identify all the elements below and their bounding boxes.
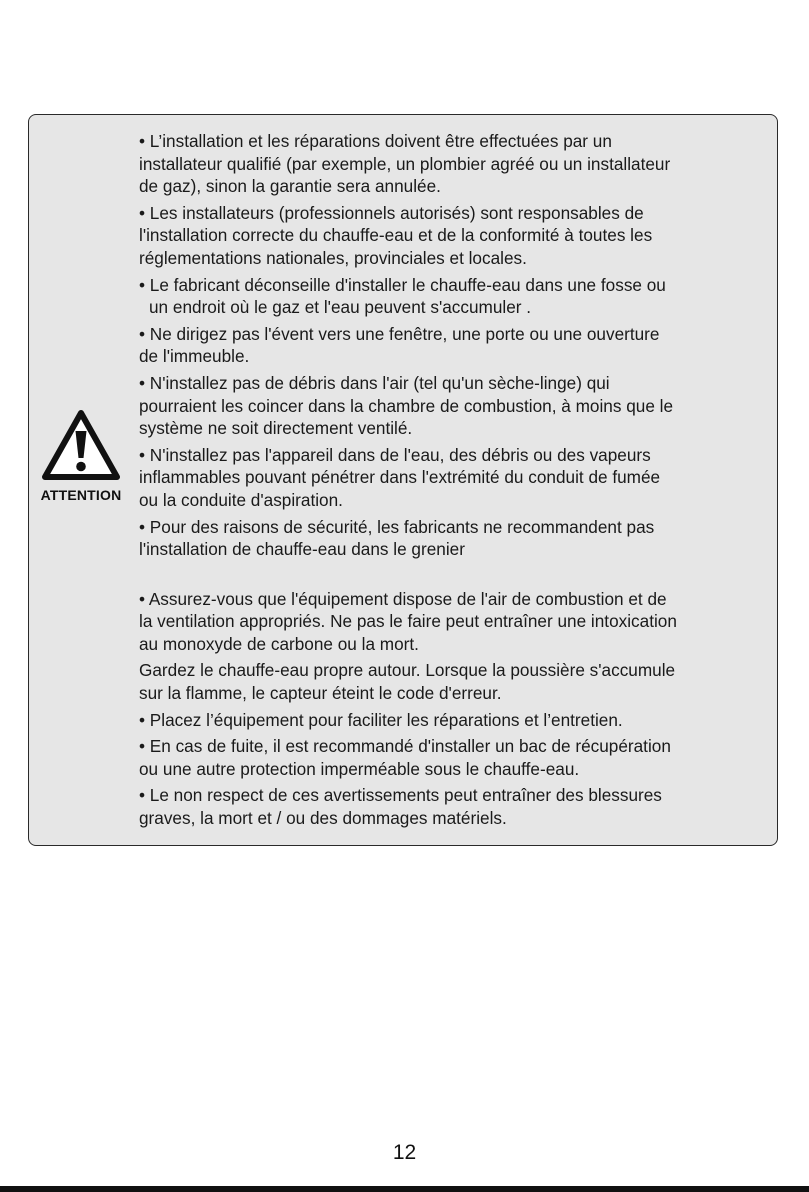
text-line: • Assurez-vous que l'équipement dispose de l'air de combustion et de: [139, 588, 667, 609]
text-line: • Les installateurs (professionnels autorisés) sont responsables de: [139, 202, 644, 223]
paragraph-qualified-installer: [139, 130, 771, 198]
text-line: un endroit où le gaz et l'eau peuvent s'accumuler .: [149, 297, 532, 318]
text-line: • Le non respect de ces avertissements peut entraîner des blessures: [139, 785, 662, 806]
text-line: inflammables pouvant pénétrer dans l'extrémité du conduit de fumée: [139, 467, 661, 488]
attention-label: ATTENTION: [40, 487, 122, 503]
text-line: Gardez le chauffe-eau propre autour. Lorsque la poussière s'accumule: [139, 660, 676, 681]
paragraph-consequences: [139, 784, 771, 829]
text-line: • L’installation et les réparations doivent être effectuées par un: [139, 131, 612, 151]
text-line: système ne soit directement ventilé.: [139, 418, 413, 439]
paragraph-airborne-debris: [139, 372, 771, 440]
warning-box: [28, 114, 778, 846]
page-number: 12: [392, 1141, 417, 1164]
paragraph-flammable-vapors: [139, 444, 771, 512]
text-line: • Le fabricant déconseille d'installer le chauffe-eau dans une fosse ou: [139, 274, 666, 295]
attention-block: [35, 409, 127, 503]
text-line: installateur qualifié (par exemple, un plombier agréé ou un installateur: [139, 153, 671, 174]
bottom-rule: [0, 1186, 809, 1192]
text-line: de gaz), sinon la garantie sera annulée.: [139, 176, 441, 197]
paragraph-keep-clean: [139, 659, 771, 704]
text-line: • Placez l’équipement pour faciliter les réparations et l’entretien.: [139, 709, 623, 730]
text-line: graves, la mort et / ou des dommages matériels.: [139, 808, 507, 829]
paragraph-pit-location: [139, 274, 771, 319]
warning-text: [139, 130, 771, 834]
text-line: de l'immeuble.: [139, 346, 250, 367]
paragraph-drain-pan: [139, 735, 771, 780]
text-line: réglementations nationales, provinciales et locales.: [139, 247, 527, 268]
paragraph-installer-responsibility: [139, 202, 771, 270]
text-line: • Ne dirigez pas l'évent vers une fenêtre, une porte ou une ouverture: [139, 323, 660, 344]
paragraph-maintenance-access: [139, 709, 771, 732]
text-line: • N'installez pas l'appareil dans de l'eau, des débris ou des vapeurs: [139, 444, 651, 465]
paragraph-combustion-air: [139, 588, 771, 656]
text-line: ou la conduite d'aspiration.: [139, 489, 343, 510]
text-line: au monoxyde de carbone ou la mort.: [139, 633, 419, 654]
paragraph-vent-direction: [139, 323, 771, 368]
text-line: • En cas de fuite, il est recommandé d'installer un bac de récupération: [139, 736, 671, 757]
warning-triangle-icon: [41, 409, 121, 481]
text-line: la ventilation appropriés. Ne pas le faire peut entraîner une intoxication: [139, 611, 677, 632]
text-line: l'installation de chauffe-eau dans le grenier: [139, 539, 465, 560]
text-line: sur la flamme, le capteur éteint le code d'erreur.: [139, 683, 502, 704]
text-line: pourraient les coincer dans la chambre de combustion, à moins que le: [139, 395, 674, 416]
text-line: l'installation correcte du chauffe-eau et de la conformité à toutes les: [139, 225, 653, 246]
paragraph-attic: [139, 516, 771, 561]
text-line: ou une autre protection imperméable sous le chauffe-eau.: [139, 758, 580, 779]
text-line: • Pour des raisons de sécurité, les fabricants ne recommandent pas: [139, 516, 655, 537]
text-line: • N'installez pas de débris dans l'air (tel qu'un sèche-linge) qui: [139, 372, 610, 393]
